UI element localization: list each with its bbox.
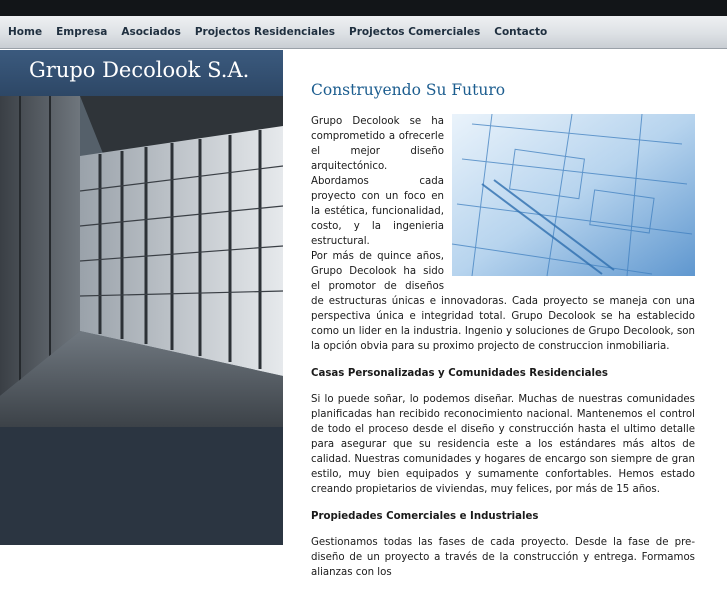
- section-heading-commercial: Propiedades Comerciales e Industriales: [311, 511, 539, 522]
- top-bar: [0, 0, 727, 16]
- blueprint-image: [452, 114, 695, 276]
- corridor-illustration: [0, 96, 283, 427]
- nav-item-asociados[interactable]: Asociados: [121, 26, 181, 38]
- section-text-commercial: Gestionamos todas las fases de cada proyecto. Desde la fase de pre-diseño de un proyecto a través de la construcción y entrega. Formamos alianzas con los: [311, 537, 695, 578]
- main-navigation: [0, 16, 727, 49]
- nav-item-projectos-comerciales[interactable]: Projectos Comerciales: [349, 26, 481, 38]
- left-sidebar: [0, 50, 283, 545]
- corridor-photo: [0, 96, 283, 427]
- page-title: Construyendo Su Futuro: [311, 81, 506, 99]
- main-content: [283, 50, 727, 578]
- blueprint-illustration: [452, 114, 695, 276]
- brand-bar: [0, 50, 283, 96]
- section-text-residential: Si lo puede soñar, lo podemos diseñar. Muchas de nuestras comunidades planificadas han recibido reconocimiento nacional. Mantenemos el control de todo el proceso desde el diseño y construcción hasta el ultimo detalle para asegurar que su residencia este a los estándares más altos de calidad. Nuestras comunidades y hogares de encargo son siempre de gran estilo, muy bien equipados y sumamente confortables. Hemos estado creando propietarios de viviendas, muy felices, por más de 15 años.: [311, 394, 695, 495]
- intro-paragraph-1: Grupo Decolook se ha comprometido a ofrecerle el mejor diseño arquitectónico. Abordamos cada proyecto con un foco en la estética, funcionalidad, costo, y la ingenieria estructural.: [311, 116, 444, 247]
- section-heading-residential: Casas Personalizadas y Comunidades Residenciales: [311, 368, 608, 379]
- nav-item-home[interactable]: Home: [8, 26, 43, 38]
- intro-paragraph-2: Por más de quince años, Grupo Decolook ha sido el promotor de diseños de estructuras únicas e innovadoras. Cada proyecto se maneja con una perspectiva única e integridad total. Grupo Decolook se ha establecido como un lider en la industria. Ingenio y soluciones de Grupo Decolook, son la opción obvia para su proximo projecto de construccion inmobiliaria.: [311, 251, 695, 352]
- nav-item-projectos-residenciales[interactable]: Projectos Residenciales: [194, 26, 336, 38]
- article-body: [311, 114, 695, 589]
- nav-item-contacto[interactable]: Contacto: [494, 26, 548, 38]
- nav-item-empresa[interactable]: Empresa: [56, 26, 108, 38]
- site-logo-title: Grupo Decolook S.A.: [29, 58, 250, 82]
